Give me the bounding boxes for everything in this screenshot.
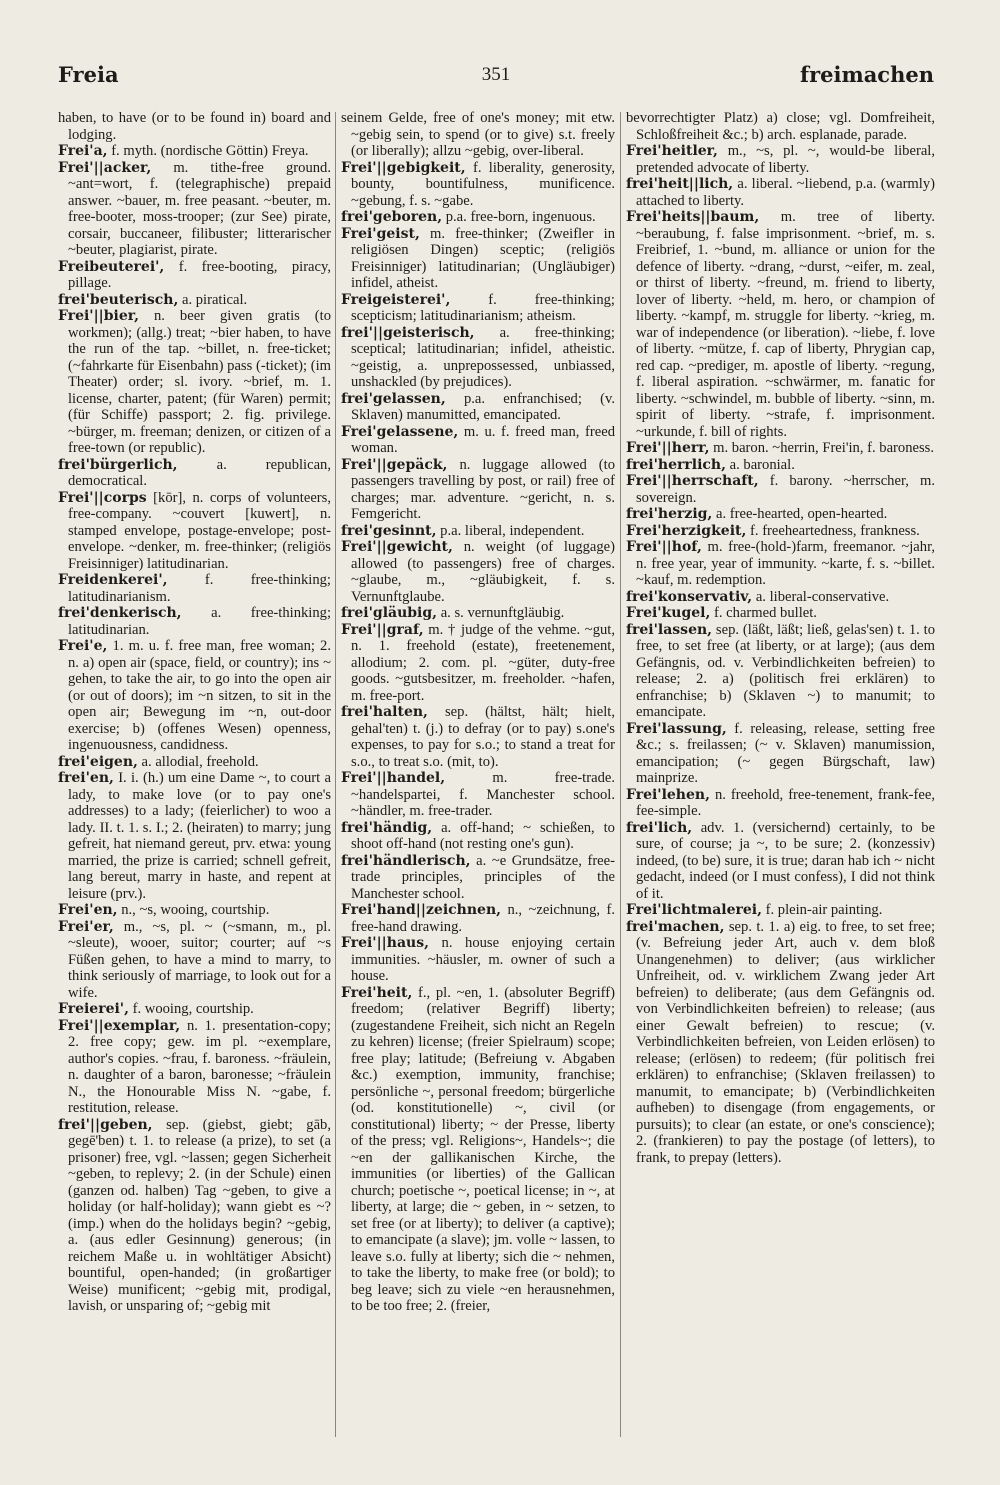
- entry-definition: a. free-hearted, open-hearted.: [715, 506, 888, 522]
- entry-definition: m. † judge of the vehme. ~gut, n. 1. freehold (estate), freetenement, allodium; 2. com. pl. ~güter, duty-free goods. ~gutsbesitzer, m. freeholder. ~hafen, m. free-port.: [351, 621, 615, 704]
- dictionary-entry: [58, 902, 331, 919]
- entry-definition: f. barony. ~herrscher, m. sovereign.: [636, 473, 935, 506]
- entry-headword: frei'heit||lich,: [626, 176, 734, 192]
- column-divider-2: [620, 112, 621, 1437]
- entry-definition: f., pl. ~en, 1. (absoluter Begriff) freedom; (relativer Begriff) liberty; (zugestandene Freiheit, sich nicht an Regeln zu kehren) license; (freier Spielraum) scope; free play; latitude; (Befreiung v. Abgaben &c.) exemption, immunity, franchise; persönliche ~, personal freedom; bürgerliche (od. konstitutionelle) ~, civil (or constitutional) liberty; ~ der Presse, liberty of the press; vgl. Religions~, Handels~; die ~en der gallikanischen Kirche, the immunities (or liberties) of the Gallican church; poetische ~, poetical license; in ~, at liberty, at large; die ~ geben, in ~ setzen, to set free (or at liberty); to deliver (a captive); to emancipate (a slave); jm. volle ~ lassen, to leave s.o. fully at liberty; sich die ~ nehmen, to take the liberty, to make free (or bold); to beg leave; sich zu viele ~en herausnehmen, to be too free; 2. (freier,: [351, 984, 615, 1314]
- entry-definition: sep. (giebst, giebt; gāb, gegē'ben) t. 1. to release (a prize), to set (a prisoner) free, vgl. ~lassen; gegen Sicherheit ~geben, to replevy; 2. (in der Schule) einen (ganzen od. halben) Tag ~geben, to give a holiday (or half-holiday); wann giebt es ~? (imp.) when do the holidays begin? ~gebig, a. (aus edler Gesinnung) generous; (in reichem Maße u. in wohltätiger Absicht) bountiful, open-handed; (in großartiger Weise) munificent; ~gebig mit, prodigal, lavish, or unsparing of; ~gebig mit: [68, 1116, 331, 1314]
- column-2: [341, 110, 615, 1440]
- entry-definition: n. freehold, free-tenement, frank-fee, fee-simple.: [636, 786, 935, 819]
- dictionary-entry: [626, 902, 935, 919]
- entry-definition: a. allodial, freehold.: [141, 753, 259, 770]
- entry-headword: Frei'heit,: [341, 984, 413, 1001]
- dictionary-entry: [626, 440, 935, 457]
- entry-definition: n. 1. presentation-copy; 2. free copy; gew. im pl. ~exemplare, author's copies. ~frau, f. baroness. ~fräulein, n. daughter of a baron, baronesse; ~fräulein N., the Honourable Miss N. ~gabe, f. restitution, release.: [68, 1017, 331, 1116]
- dictionary-entry: [341, 539, 615, 605]
- entry-definition: m. tithe-free ground. ~ant=wort, f. (telegraphische) prepaid answer. ~bauer, m. free peasant. ~beuter, m. free-booter, moss-trooper; (zur See) pirate, corsair, buccaneer, filibuster; litterarischer ~beuter, plagiarist, pirate.: [68, 159, 331, 258]
- dictionary-entry: [341, 853, 615, 903]
- entry-headword: frei'herrlich,: [626, 456, 726, 473]
- entry-definition: bevorrechtigter Platz) a) close; vgl. Domfreiheit, Schloßfreiheit &c.; b) arch. esplanade, parade.: [626, 110, 935, 143]
- entry-headword: Frei'||handel,: [341, 770, 446, 786]
- dictionary-entry: [626, 457, 935, 474]
- entry-definition: n. luggage allowed (to passengers travelling by post, or rail) free of charges; mar. adventure. ~gericht, n. s. Femgericht.: [351, 456, 615, 522]
- dictionary-entry: [341, 292, 615, 325]
- entry-definition: sep. t. 1. a) eig. to free, to set free; (v. Befreiung jeder Art, auch v. dem bloß Unangenehmen) to deliver; (aus wirklicher Unfreiheit, od. v. wirklichem Zwang jeder Art befreien) to deliberate; (aus dem Gefängnis od. von Verbindlichkeiten befreien) to release; (aus einer Gewalt befreien) to rescue; (v. Verbindlichkeiten befreien, von Leiden erlösen) to release; (erlösen) to redeem; (für politisch frei erklären) to enfranchise; (Sklaven freilassen) to manumit, to emancipate; b) (Verbindlichkeiten aufheben) to disengage (from engagements, or pursuits); to clear (an estate, or one's conscience); 2. (frankieren) to pay the postage (of letters), to frank, to prepay (letters).: [636, 918, 935, 1166]
- entry-headword: frei'lich,: [626, 819, 693, 836]
- entry-headword: Frei'geist,: [341, 225, 420, 242]
- entry-headword: frei'||geben,: [58, 1116, 153, 1133]
- entry-headword: frei'gläubig,: [341, 605, 438, 621]
- entry-headword: Freidenkerei',: [58, 572, 168, 588]
- entry-definition: m. baron. ~herrin, Frei'in, f. baroness.: [713, 440, 934, 456]
- dictionary-entry: [341, 110, 615, 160]
- dictionary-entry: [341, 226, 615, 292]
- dictionary-entry: [341, 935, 615, 985]
- dictionary-entry: [58, 1001, 331, 1018]
- entry-headword: frei'lassen,: [626, 621, 713, 638]
- entry-headword: Freigeisterei',: [341, 291, 451, 308]
- dictionary-entry: [58, 605, 331, 638]
- entry-definition: a. off-hand; ~ schießen, to shoot off-hand (not resting one's gun).: [351, 819, 615, 852]
- dictionary-entry: [626, 143, 935, 176]
- entry-definition: a. baronial.: [729, 456, 795, 473]
- entry-definition: p.a. enfranchised; (v. Sklaven) manumitted, emancipated.: [351, 390, 615, 423]
- entry-headword: Frei'heitler,: [626, 143, 718, 159]
- entry-definition: a. free-thinking; sceptical; latitudinarian; infidel, atheistic. ~geistig, a. unprepossessed, unbiassed, unshackled (by prejudices).: [351, 324, 615, 390]
- entry-definition: adv. 1. (versichernd) certainly, to be sure, of course; ja ~, to be sure; 2. (konzessiv) indeed, (to be) sure, it is true; daran hab ich ~ nicht gedacht, indeed (or I must confess), I did not think of it.: [636, 819, 935, 902]
- entry-headword: frei'händlerisch,: [341, 852, 471, 869]
- entry-definition: f. free-thinking; scepticism; latitudinarianism; atheism.: [351, 291, 615, 324]
- entry-headword: Frei'er,: [58, 918, 114, 935]
- entry-headword: Frei'||acker,: [58, 159, 152, 176]
- dictionary-entry: [626, 506, 935, 523]
- dictionary-entry: [341, 424, 615, 457]
- entry-headword: Frei'lehen,: [626, 786, 710, 803]
- entry-headword: Frei'||gewicht,: [341, 539, 453, 555]
- entry-headword: frei'geboren,: [341, 209, 443, 225]
- entry-headword: Freibeuterei',: [58, 258, 165, 275]
- entry-definition: f. releasing, release, setting free &c.; s. freilassen; (~ v. Sklaven) manumission, emancipation; (~ gegen Bürgschaft, law) mainprize.: [636, 720, 935, 786]
- entry-headword: Frei'gelassene,: [341, 423, 459, 440]
- entry-headword: Frei'heits||baum,: [626, 209, 760, 225]
- dictionary-entry: [341, 770, 615, 820]
- entry-definition: m. free-thinker; (Zweifler in religiösen Dingen) sceptic; (religiös Freisinniger) latitudinarian; (Ungläubiger) infidel, atheist.: [351, 225, 615, 291]
- page-number: 351: [481, 64, 511, 85]
- entry-definition: [kōr], n. corps of volunteers, free-company. ~couvert [kuwert], n. stamped envelope, postage-envelope; post-envelope. ~denker, m. free-thinker; (religiös Freisinniger) latitudinarian.: [68, 489, 331, 572]
- dictionary-entry: [58, 919, 331, 1002]
- dictionary-entry: [341, 391, 615, 424]
- dictionary-entry: [626, 721, 935, 787]
- entry-definition: a. s. vernunftgläubig.: [440, 605, 565, 621]
- dictionary-entry: [58, 292, 331, 309]
- dictionary-entry: [341, 820, 615, 853]
- dictionary-entry: [341, 457, 615, 523]
- entry-headword: frei'||geisterisch,: [341, 324, 475, 341]
- entry-definition: n. weight (of luggage) allowed (to passengers) free of charges. ~glaube, m., ~gläubigkeit, f. s. Vernunftglaube.: [351, 539, 615, 605]
- entry-headword: frei'en,: [58, 770, 114, 786]
- entry-definition: f. plein-air painting.: [765, 902, 883, 918]
- entry-headword: Frei'e,: [58, 638, 108, 654]
- entry-definition: m. tree of liberty. ~beraubung, f. false imprisonment. ~brief, m. s. Freibrief, 1. ~bund, m. alliance or union for the defence of liberty. ~drang, ~durst, ~eifer, m. zeal, or thirst of liberty. ~freund, m. friend to liberty, lover of liberty. ~held, m. hero, or champion of liberty. ~kampf, m. struggle for liberty. ~krieg, m. war of independence (or liberation). ~liebe, f. love of liberty. ~mütze, f. cap of liberty, Phrygian cap, red cap. ~prediger, m. apostle of liberty. ~regung, f. liberal aspiration. ~schwärmer, m. fanatic for liberty. ~schwindel, m. bubble of liberty. ~sinn, m. spirit of liberty. ~strafe, f. imprisonment. ~urkunde, f. bill of rights.: [636, 209, 935, 440]
- entry-definition: 1. m. u. f. free man, free woman; 2. n. a) open air (space, field, or country); ins ~ gehen, to take the air, to go into the open air (or out of doors); im ~n sitzen, to sit in the open air; Bewegung im ~n, out-door exercise; b) (offenes Wesen) openness, ingenuousness, candidness.: [68, 638, 331, 753]
- dictionary-entry: [58, 110, 331, 143]
- entry-definition: m. u. f. freed man, freed woman.: [351, 423, 615, 456]
- entry-headword: frei'machen,: [626, 918, 725, 935]
- entry-definition: n. house enjoying certain immunities. ~häusler, m. owner of such a house.: [351, 935, 615, 984]
- entry-headword: Frei'||bier,: [58, 308, 140, 324]
- entry-definition: f. charmed bullet.: [714, 605, 817, 621]
- dictionary-entry: [626, 589, 935, 606]
- dictionary-entry: [626, 605, 935, 622]
- entry-definition: a. liberal. ~liebend, p.a. (warmly) attached to liberty.: [636, 176, 935, 209]
- entry-headword: frei'gesinnt,: [341, 522, 437, 539]
- entry-definition: n. beer given gratis (to workmen); (allg.) treat; ~bier haben, to have the run of the tap. ~billet, n. free-ticket; (~fahrkarte für Eisenbahn) pass (-ticket); (im Theater) order; sl. ivory. ~brief, m. 1. license, charter, patent; (für Waren) permit; (für Schiffe) passport; 2. fig. privilege. ~bürger, m. freeman; denizen, or citizen of a free-town (or republic).: [68, 308, 331, 456]
- dictionary-entry: [341, 704, 615, 770]
- dictionary-entry: [58, 308, 331, 457]
- dictionary-entry: [626, 209, 935, 440]
- entry-definition: n., ~zeichnung, f. free-hand drawing.: [351, 902, 615, 935]
- entry-definition: a. ~e Grundsätze, free-trade principles, principles of the Manchester school.: [351, 852, 615, 902]
- dictionary-entry: [58, 490, 331, 573]
- entry-headword: Frei'||gebigkeit,: [341, 159, 466, 176]
- dictionary-entry: [58, 638, 331, 754]
- dictionary-entry: [341, 209, 615, 226]
- entry-definition: f. liberality, generosity, bounty, bountifulness, munificence. ~gebung, f. s. ~gabe.: [351, 159, 615, 209]
- dictionary-entry: [58, 143, 331, 160]
- entry-headword: Frei'kugel,: [626, 605, 711, 621]
- entry-definition: f. myth. (nordische Göttin) Freya.: [111, 143, 309, 159]
- header-left-guideword: Freia: [58, 62, 119, 87]
- entry-headword: Frei'herzigkeit,: [626, 522, 747, 539]
- entry-definition: m., ~s, pl. ~, would-be liberal, pretended advocate of liberty.: [636, 143, 935, 176]
- page-header: [58, 62, 934, 96]
- dictionary-entry: [626, 176, 935, 209]
- entry-headword: Frei'||hof,: [626, 539, 702, 555]
- dictionary-entry: [626, 787, 935, 820]
- entry-definition: f. freeheartedness, frankness.: [750, 522, 920, 539]
- entry-headword: Frei'en,: [58, 902, 118, 918]
- entry-headword: frei'händig,: [341, 819, 433, 836]
- dictionary-entry: [341, 325, 615, 391]
- entry-definition: a. republican, democratical.: [68, 456, 331, 489]
- entry-headword: frei'bürgerlich,: [58, 456, 178, 473]
- dictionary-entry: [58, 259, 331, 292]
- entry-headword: frei'denkerisch,: [58, 605, 182, 621]
- dictionary-entry: [341, 523, 615, 540]
- entry-headword: Freierei',: [58, 1001, 129, 1017]
- entry-definition: haben, to have (or to be found in) board and lodging.: [58, 110, 331, 143]
- dictionary-entry: [341, 985, 615, 1315]
- entry-definition: a. liberal-conservative.: [755, 588, 890, 605]
- entry-definition: seinem Gelde, free of one's money; mit etw. ~gebig sein, to spend (or to give) s.t. freely (or liberally); allzu ~gebig, over-liberal.: [341, 110, 615, 159]
- entry-definition: m. free-trade. ~handelspartei, f. Manchester school. ~händler, m. free-trader.: [351, 770, 615, 819]
- entry-definition: I. i. (h.) um eine Dame ~, to court a lady, to make love (or to pay one's addresses) to a lady; (feierlicher) to woo a lady. II. t. 1. s. I.; 2. (heiraten) to marry; jung gefreit, hat niemand gereut, prv. etwa: young married, the prize is carried; schnell gefreit, lang bereut, marry in haste, and repent at leisure (prv.).: [68, 770, 331, 902]
- entry-definition: m., ~s, pl. ~ (~smann, m., pl. ~sleute), wooer, suitor; courter; auf ~s Füßen gehen, to have a mind to marry, to think seriously of marriage, to look out for a wife.: [68, 918, 331, 1001]
- entry-headword: Frei'lassung,: [626, 720, 727, 737]
- entry-headword: frei'konservativ,: [626, 588, 753, 605]
- dictionary-entry: [626, 539, 935, 589]
- dictionary-entry: [626, 919, 935, 1167]
- entry-headword: Frei'||herrschaft,: [626, 473, 759, 489]
- dictionary-entry: [58, 1018, 331, 1117]
- entry-headword: frei'eigen,: [58, 753, 138, 770]
- column-1: [58, 110, 331, 1440]
- dictionary-entry: [626, 622, 935, 721]
- entry-headword: Frei'a,: [58, 143, 108, 159]
- entry-definition: sep. (läßt, läßt; ließ, gelas'sen) t. 1. to free, to set free (at liberty, or at large); (aus dem Gefängnis, od. v. Verbindlichkeiten befreien) to release; 2. a) (politisch frei erklären) to enfranchise; b) (Sklaven ~) to manumit; to emancipate.: [636, 621, 935, 720]
- dictionary-entry: [58, 160, 331, 259]
- entry-headword: Frei'||graf,: [341, 621, 424, 638]
- dictionary-entry: [341, 622, 615, 705]
- entry-definition: f. free-thinking; latitudinarianism.: [68, 572, 331, 605]
- entry-headword: Frei'||corps: [58, 489, 147, 506]
- dictionary-entry: [626, 473, 935, 506]
- entry-definition: p.a. liberal, independent.: [440, 522, 585, 539]
- dictionary-entry: [626, 110, 935, 143]
- dictionary-entry: [341, 160, 615, 210]
- header-right-guideword: freimachen: [800, 62, 934, 87]
- dictionary-entry: [58, 457, 331, 490]
- entry-headword: frei'beuterisch,: [58, 291, 179, 308]
- entry-headword: Frei'lichtmalerei,: [626, 902, 762, 918]
- entry-headword: frei'gelassen,: [341, 390, 446, 407]
- dictionary-entry: [341, 605, 615, 622]
- column-3: [626, 110, 935, 1440]
- entry-headword: Frei'||exemplar,: [58, 1017, 181, 1034]
- entry-definition: a. free-thinking; latitudinarian.: [68, 605, 331, 638]
- entry-headword: Frei'||gepäck,: [341, 456, 448, 473]
- column-divider-1: [335, 112, 336, 1437]
- entry-headword: Frei'hand||zeichnen,: [341, 902, 502, 918]
- dictionary-entry: [341, 902, 615, 935]
- entry-headword: Frei'||haus,: [341, 935, 429, 951]
- dictionary-entry: [626, 820, 935, 903]
- entry-definition: f. free-booting, piracy, pillage.: [68, 258, 331, 291]
- entry-definition: p.a. free-born, ingenuous.: [445, 209, 596, 225]
- entry-definition: f. wooing, courtship.: [132, 1001, 254, 1017]
- entry-headword: frei'halten,: [341, 704, 428, 720]
- dictionary-entry: [58, 754, 331, 771]
- entry-definition: m. free-(hold-)farm, freemanor. ~jahr, n. free year, year of immunity. ~karte, f. s. ~billet. ~kauf, m. redemption.: [636, 539, 935, 588]
- dictionary-entry: [626, 523, 935, 540]
- entry-definition: a. piratical.: [181, 291, 248, 308]
- dictionary-entry: [58, 572, 331, 605]
- entry-definition: n., ~s, wooing, courtship.: [121, 902, 270, 918]
- dictionary-entry: [58, 1117, 331, 1315]
- entry-definition: sep. (hältst, hält; hielt, gehal'ten) t. (j.) to defray (or to pay) s.one's expenses, to pay for s.o.; to stand a treat for s.o., to treat s.o. (mit, to).: [351, 704, 615, 770]
- dictionary-entry: [58, 770, 331, 902]
- entry-headword: Frei'||herr,: [626, 440, 710, 456]
- entry-headword: frei'herzig,: [626, 506, 713, 522]
